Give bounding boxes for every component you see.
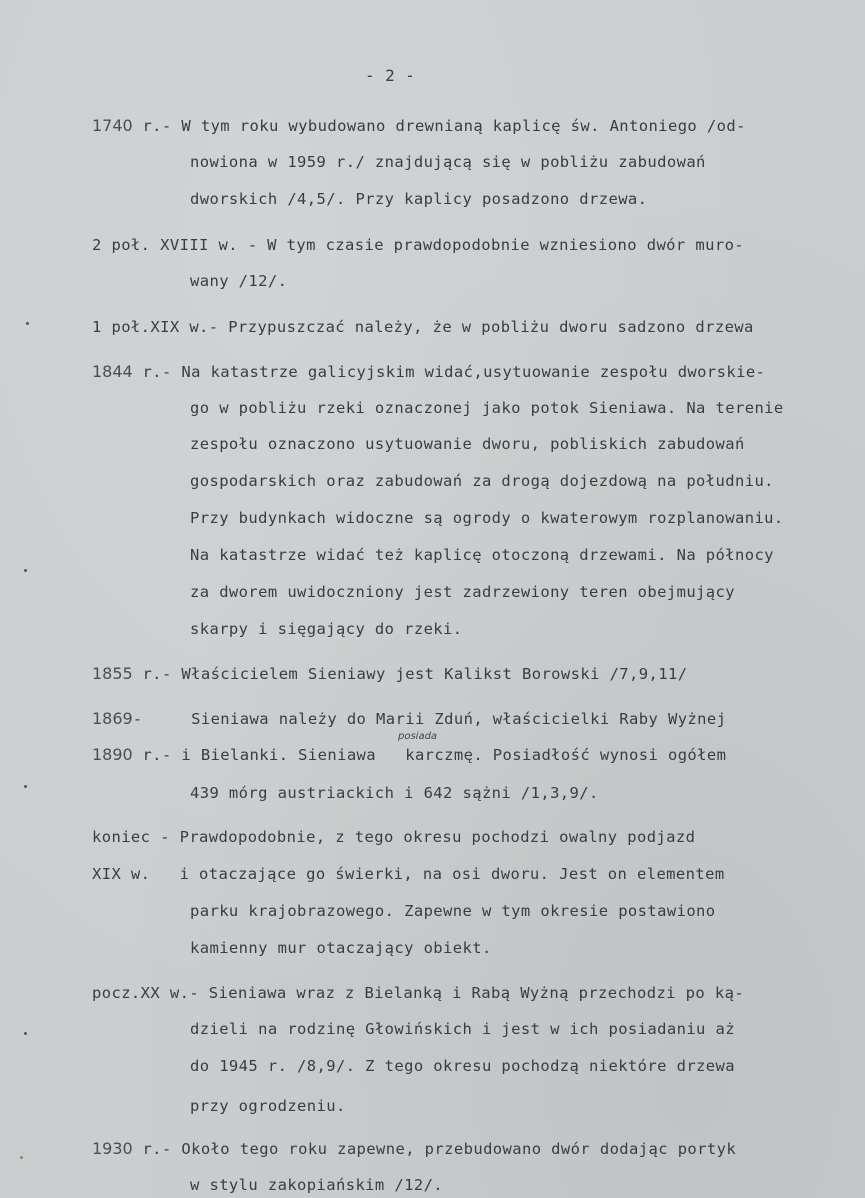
entry-line: dworskich /4,5/. Przy kaplicy posadzono drzewa. [190, 190, 648, 208]
margin-speck [24, 785, 27, 788]
entry-line: wany /12/. [190, 272, 288, 290]
year-1890: 1890 [92, 745, 133, 764]
entry-line: go w pobliżu rzeki oznaczonej jako potok Sieniawa. Na terenie [190, 399, 784, 417]
page-number: - 2 - [365, 66, 416, 85]
entry-line: XIX w. i otaczające go świerki, na osi dworu. Jest on elementem [92, 865, 725, 883]
margin-speck [24, 569, 27, 572]
entry-text: r.- Właścicielem Sieniawy jest Kalikst Borowski /7,9,11/ [132, 665, 688, 683]
year-1855: 1855 [92, 664, 133, 683]
entry-line: 1 poł.XIX w.- Przypuszczać należy, że w pobliżu dworu sadzono drzewa [92, 318, 754, 336]
entry-line: gospodarskich oraz zabudowań za drogą dojezdową na południu. [190, 472, 774, 490]
entry-line: Na katastrze widać też kaplicę otoczoną drzewami. Na północy [190, 546, 774, 564]
entry-line: za dworem uwidoczniony jest zadrzewiony teren obejmujący [190, 583, 735, 601]
entry-line: parku krajobrazowego. Zapewne w tym okresie postawiono [190, 902, 716, 920]
entry-line: przy ogrodzeniu. [190, 1097, 346, 1115]
entry-line [92, 116, 746, 136]
entry-line [92, 1139, 736, 1159]
entry-line: koniec - Prawdopodobnie, z tego okresu pochodzi owalny podjazd [92, 828, 696, 846]
entry-line: kamienny mur otaczający obiekt. [190, 939, 492, 957]
year-1844: 1844 [92, 362, 133, 381]
entry-text: r.- W tym roku wybudowano drewnianą kaplicę św. Antoniego /od- [132, 117, 746, 135]
year-1930: 1930 [92, 1139, 133, 1158]
entry-line: w stylu zakopiańskim /12/. [190, 1176, 444, 1194]
entry-line: Przy budynkach widoczne są ogrody o kwaterowym rozplanowaniu. [190, 509, 784, 527]
year-1869: 1869 [92, 709, 133, 728]
entry-text: r.- Około tego roku zapewne, przebudowano dwór dodając portyk [132, 1140, 737, 1158]
entry-line [92, 745, 726, 765]
margin-speck [24, 1032, 27, 1035]
entry-line [92, 664, 687, 684]
entry-line [92, 709, 726, 729]
margin-speck [26, 322, 29, 325]
entry-line: dzieli na rodzinę Głowińskich i jest w ich posiadaniu aż [190, 1020, 735, 1038]
entry-line: pocz.XX w.- Sieniawa wraz z Bielanką i Rabą Wyżną przechodzi po ką- [92, 984, 745, 1002]
margin-speck [20, 1156, 23, 1159]
entry-text: r.- i Bielanki. Sieniawa karczmę. Posiadłość wynosi ogółem [132, 746, 727, 764]
handwritten-annotation: posiada [398, 731, 438, 742]
entry-line: skarpy i sięgający do rzeki. [190, 620, 463, 638]
entry-line [92, 362, 765, 382]
entry-line: zespołu oznaczono usytuowanie dworu, pobliskich zabudowań [190, 435, 745, 453]
year-1740: 1740 [92, 116, 133, 135]
entry-line: do 1945 r. /8,9/. Z tego okresu pochodzą niektóre drzewa [190, 1057, 735, 1075]
entry-text: r.- Na katastrze galicyjskim widać,usytuowanie zespołu dworskie- [132, 363, 766, 381]
entry-line: 439 mórg austriackich i 642 sążni /1,3,9/. [190, 784, 599, 802]
entry-line: nowiona w 1959 r./ znajdującą się w pobliżu zabudowań [190, 153, 706, 171]
entry-line: 2 poł. XVIII w. - W tym czasie prawdopodobnie wzniesiono dwór muro- [92, 236, 745, 254]
entry-text: - Sieniawa należy do Marii Zduń, właścicielki Raby Wyżnej [132, 710, 727, 728]
